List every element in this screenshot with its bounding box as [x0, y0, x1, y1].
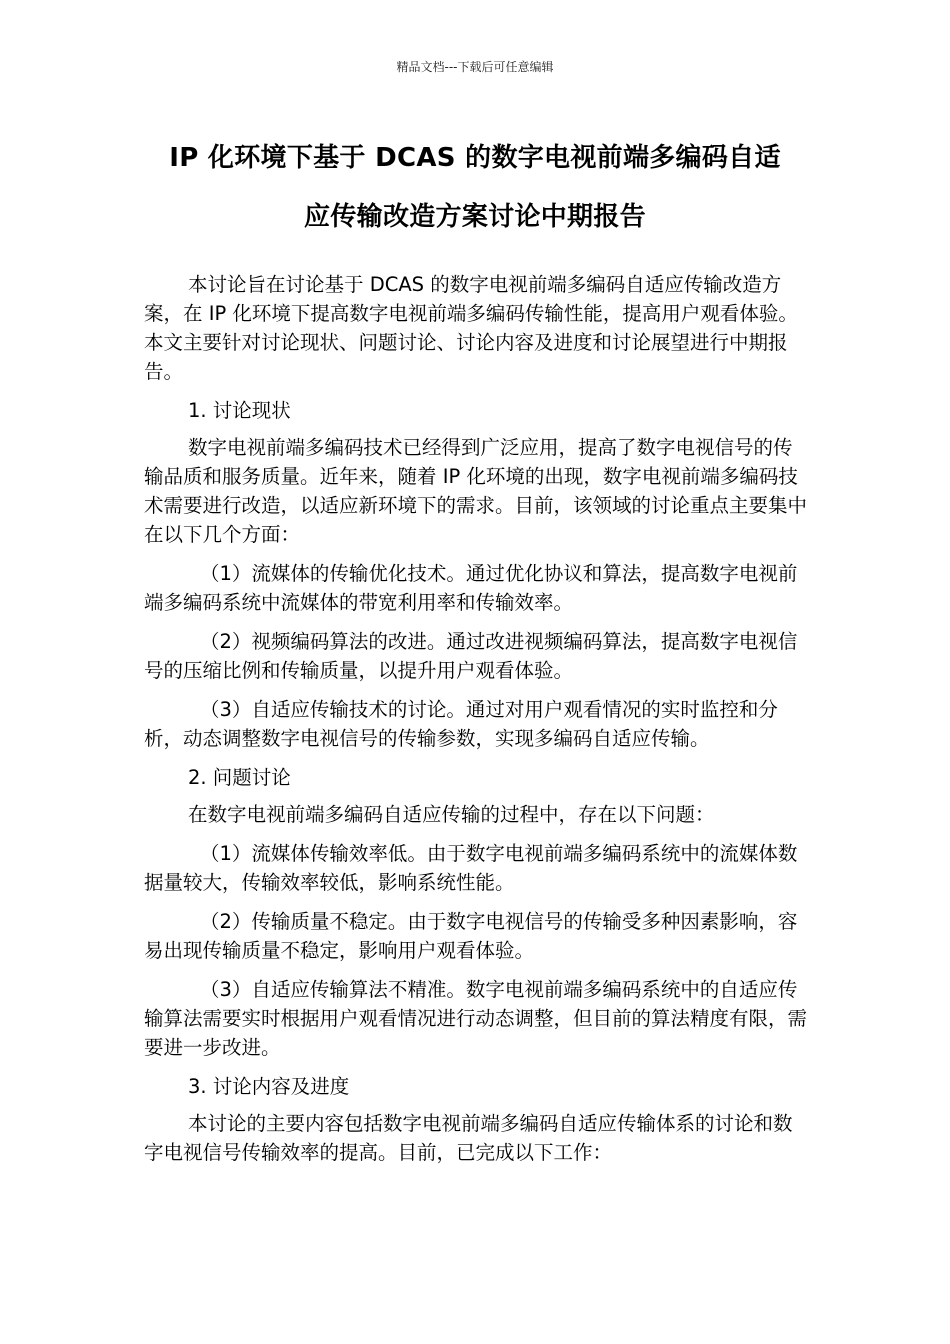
section-heading-problems: 2. 问题讨论: [188, 766, 291, 789]
problems-paragraph: 在数字电视前端多编码自适应传输的过程中，存在以下问题：: [188, 803, 715, 826]
status-paragraph: 数字电视前端多编码技术已经得到广泛应用，提高了数字电视信号的传输品质和服务质量。近年来，随着 IP 化环境的出现，数字电视前端多编码技术需要进行改造，以适应新环境下的需求。目前，该领域的讨论重点主要集中在以下几个方面：: [144, 436, 808, 546]
intro-paragraph: 本讨论旨在讨论基于 DCAS 的数字电视前端多编码自适应传输改造方案，在 IP 化环境下提高数字电视前端多编码传输性能，提高用户观看体验。本文主要针对讨论现状、问题讨论、讨论内容及进度和讨论展望进行中期报告。: [144, 273, 798, 383]
status-item-2: （2）视频编码算法的改进。通过改进视频编码算法，提高数字电视信号的压缩比例和传输质量，以提升用户观看体验。: [144, 630, 798, 682]
document-title-line-1: IP 化环境下基于 DCAS 的数字电视前端多编码自适: [169, 143, 781, 173]
section-heading-status: 1. 讨论现状: [188, 399, 291, 422]
problem-item-2: （2）传输质量不稳定。由于数字电视信号的传输受多种因素影响，容易出现传输质量不稳定，影响用户观看体验。: [144, 910, 798, 962]
document-body: [144, 270, 809, 1177]
problem-item-3: （3）自适应传输算法不精准。数字电视前端多编码系统中的自适应传输算法需要实时根据用户观看情况进行动态调整，但目前的算法精度有限，需要进一步改进。: [144, 978, 808, 1059]
document-title-line-2: 应传输改造方案讨论中期报告: [304, 202, 646, 232]
section-heading-progress: 3. 讨论内容及进度: [188, 1075, 350, 1098]
progress-paragraph: 本讨论的主要内容包括数字电视前端多编码自适应传输体系的讨论和数字电视信号传输效率的提高。目前，已完成以下工作：: [144, 1112, 793, 1164]
status-item-1: （1）流媒体的传输优化技术。通过优化协议和算法，提高数字电视前端多编码系统中流媒体的带宽利用率和传输效率。: [144, 562, 798, 614]
page-header-note: 精品文档---下载后可任意编辑: [396, 60, 554, 74]
status-item-3: （3）自适应传输技术的讨论。通过对用户观看情况的实时监控和分析，动态调整数字电视信号的传输参数，实现多编码自适应传输。: [144, 698, 778, 750]
problem-item-1: （1）流媒体传输效率低。由于数字电视前端多编码系统中的流媒体数据量较大，传输效率较低，影响系统性能。: [144, 842, 798, 894]
